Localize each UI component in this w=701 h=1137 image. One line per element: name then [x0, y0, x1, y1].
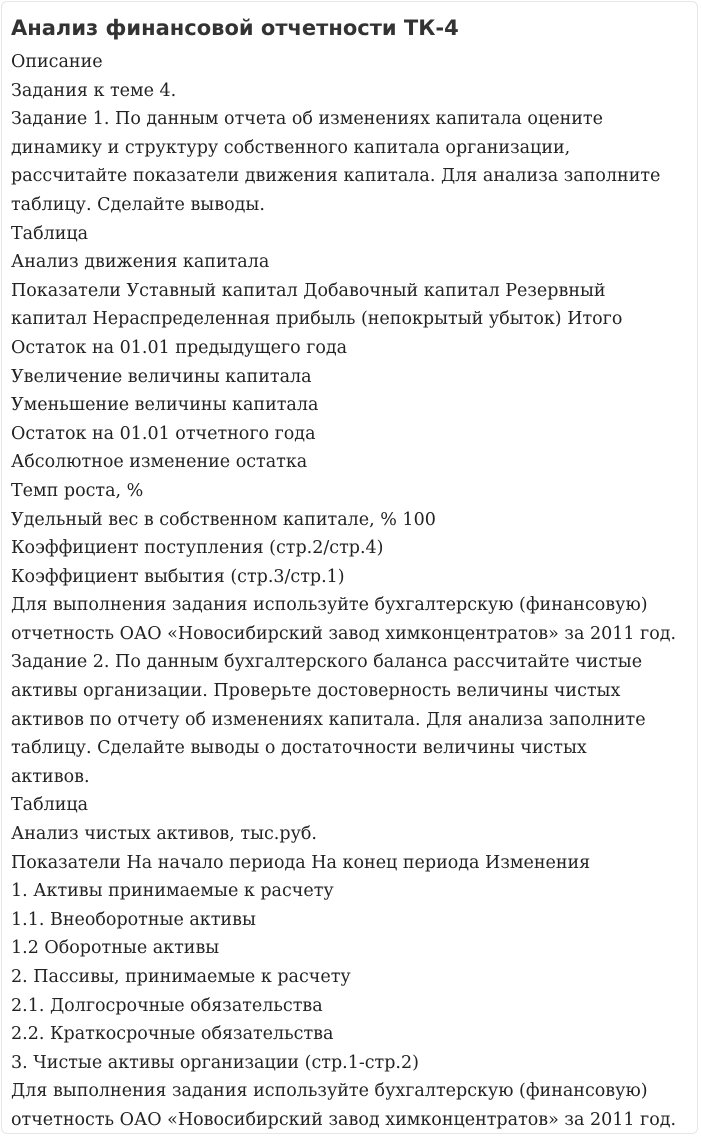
- text-line-table1-row: Увеличение величины капитала: [11, 366, 312, 387]
- text-line-table1-row: Коэффициент поступления (стр.2/стр.4): [11, 538, 384, 559]
- text-line-table-label: Таблица: [11, 223, 89, 244]
- text-line-topic-tasks: Задания к теме 4.: [11, 80, 177, 101]
- text-line-description-heading: Описание: [11, 52, 103, 72]
- text-line-table2-row: 2.1. Долгосрочные обязательства: [11, 995, 323, 1016]
- text-line-table2-row: 2.2. Краткосрочные обязательства: [11, 1024, 334, 1045]
- text-line-table2-row: 3. Чистые активы организации (стр.1-стр.2): [11, 1052, 419, 1073]
- text-line-table2-row: 2. Пассивы, принимаемые к расчету: [11, 967, 351, 987]
- text-line-table2-title: Анализ чистых активов, тыс.руб.: [11, 824, 317, 845]
- text-line-table1-row: Абсолютное изменение остатка: [11, 452, 308, 473]
- text-line-task1-note: отчетность ОАО «Новосибирский завод химконцентратов» за 2011 год.: [11, 623, 677, 644]
- text-line-task1-note: Для выполнения задания используйте бухгалтерскую (финансовую): [11, 595, 648, 616]
- text-line-table1-row: Коэффициент выбытия (стр.3/стр.1): [11, 566, 345, 587]
- text-line-table1-row: Удельный вес в собственном капитале, % 100: [11, 509, 436, 530]
- text-line-task2: таблицу. Сделайте выводы о достаточности величины чистых: [11, 738, 587, 759]
- text-line-task2: активов по отчету об изменениях капитала. Для анализа заполните: [11, 709, 646, 730]
- text-line-task2-note: отчетность ОАО «Новосибирский завод химконцентратов» за 2011 год.: [11, 1109, 677, 1130]
- text-line-table1-headers: капитал Нераспределенная прибыль (непокрытый убыток) Итого: [11, 309, 623, 330]
- text-line-table2-row: 1.1. Внеоборотные активы: [11, 909, 256, 930]
- text-line-table2-row: 1. Активы принимаемые к расчету: [11, 881, 334, 902]
- text-line-task2: активов.: [11, 766, 90, 787]
- text-line-task1: таблицу. Сделайте выводы.: [11, 194, 265, 215]
- text-line-task2: Задание 2. По данным бухгалтерского баланса рассчитайте чистые: [11, 652, 643, 673]
- text-line-table1-row: Остаток на 01.01 отчетного года: [11, 423, 316, 444]
- text-line-table2-row: 1.2 Оборотные активы: [11, 938, 220, 959]
- text-line-task2-note: Для выполнения задания используйте бухгалтерскую (финансовую): [11, 1081, 648, 1102]
- text-line-table1-title: Анализ движения капитала: [11, 252, 270, 273]
- text-line-task1: Задание 1. По данным отчета об изменениях капитала оцените: [11, 109, 603, 130]
- document-title: Анализ финансовой отчетности ТК-4: [11, 16, 459, 40]
- text-line-table1-row: Остаток на 01.01 предыдущего года: [11, 337, 348, 358]
- text-line-table2-headers: Показатели На начало периода На конец периода Изменения: [11, 852, 591, 873]
- text-line-table1-row: Уменьшение величины капитала: [11, 395, 319, 416]
- document-card: [1, 1, 698, 1134]
- text-line-table-label: Таблица: [11, 795, 89, 816]
- text-line-table1-row: Темп роста, %: [11, 480, 144, 501]
- text-line-task1: рассчитайте показатели движения капитала. Для анализа заполните: [11, 166, 661, 187]
- text-line-task1: динамику и структуру собственного капитала организации,: [11, 137, 571, 158]
- text-line-table1-headers: Показатели Уставный капитал Добавочный капитал Резервный: [11, 280, 606, 301]
- document-body: [11, 48, 695, 1135]
- text-line-task2: активы организации. Проверьте достоверность величины чистых: [11, 681, 621, 702]
